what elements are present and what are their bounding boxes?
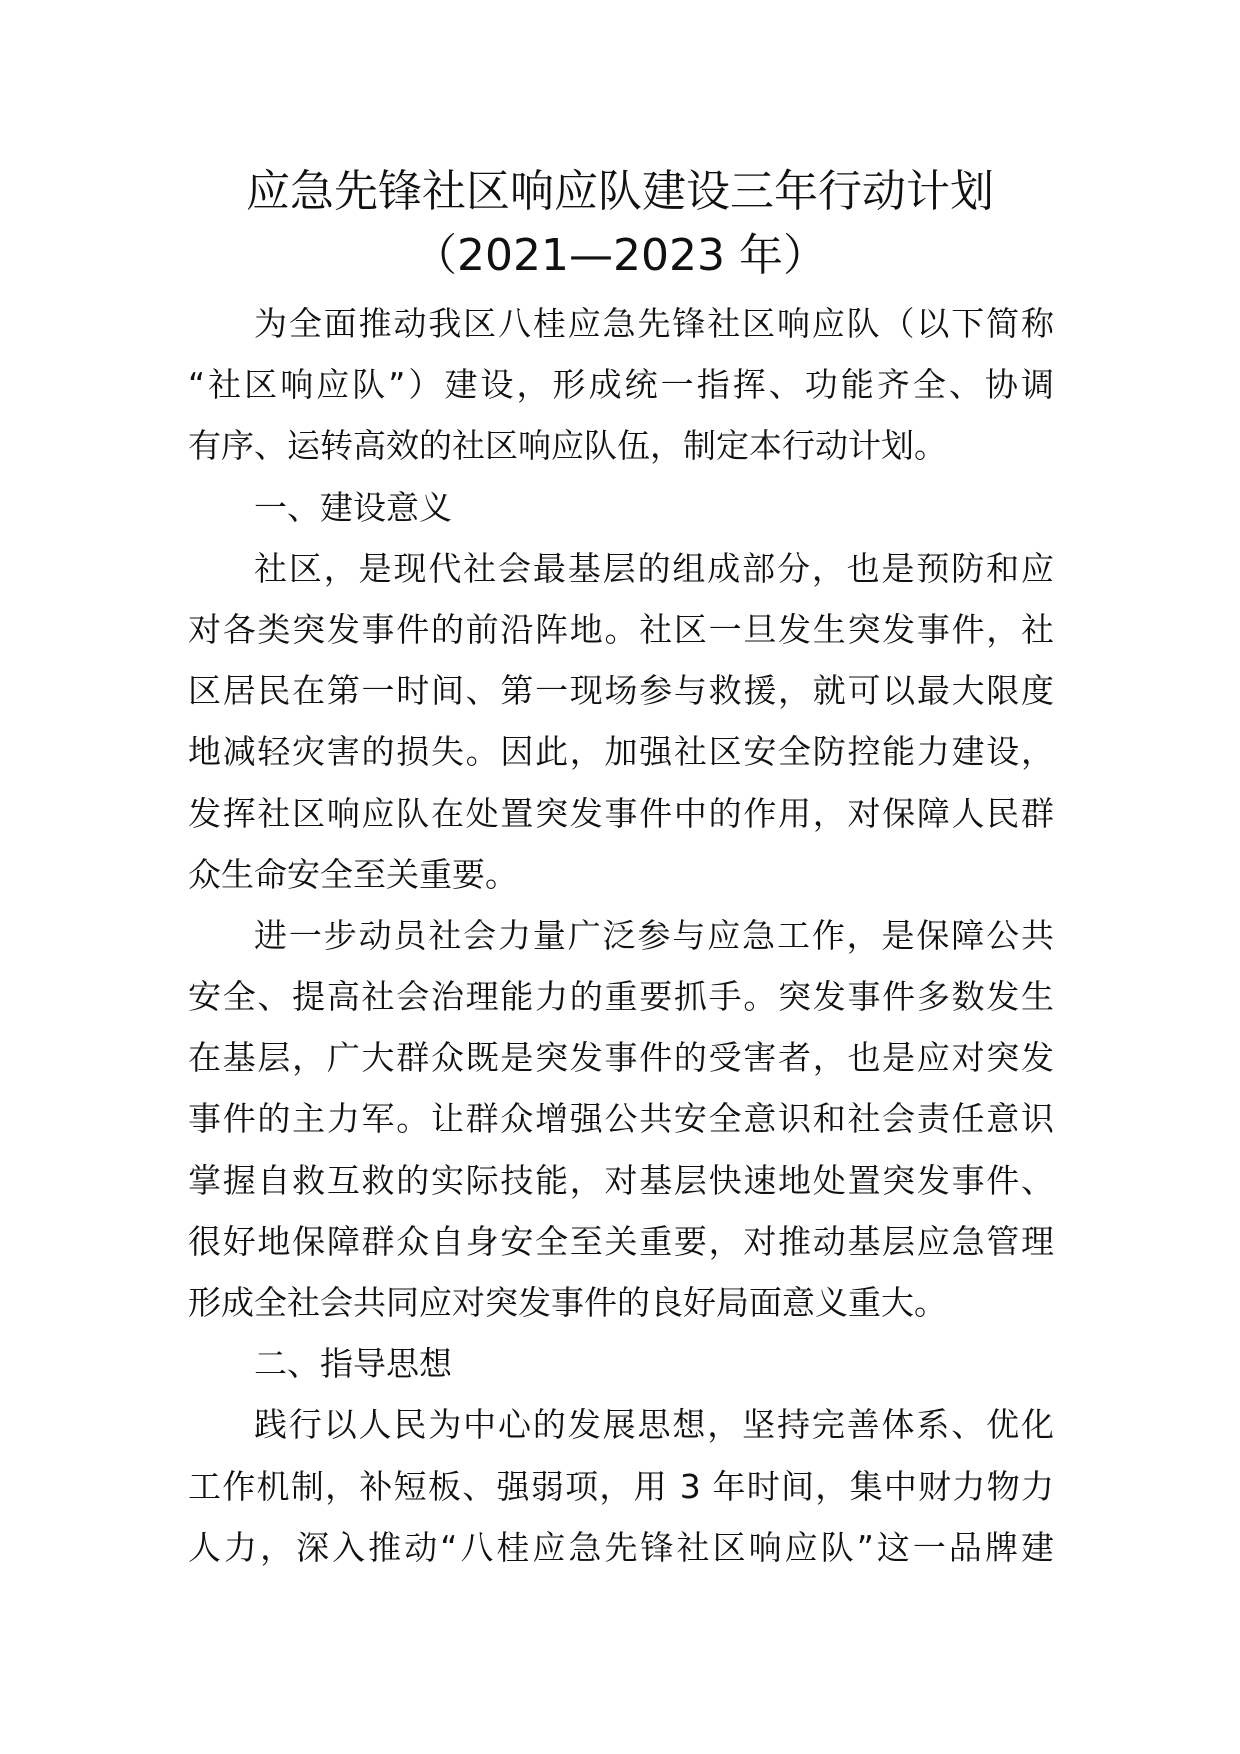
paragraph-line: 安全、提高社会治理能力的重要抓手。突发事件多数发生 <box>188 977 1054 1017</box>
paragraph-line: 工作机制，补短板、强弱项，用 3 年时间，集中财力物力 <box>188 1466 1054 1506</box>
paragraph-line: 践行以人民为中心的发展思想，坚持完善体系、优化 <box>254 1405 1054 1445</box>
document-subtitle-years: （2021—2023 年） <box>413 230 827 281</box>
paragraph-line: 进一步动员社会力量广泛参与应急工作，是保障公共 <box>254 915 1054 955</box>
paragraph-line: 人力，深入推动“八桂应急先锋社区响应队”这一品牌建 <box>188 1527 1054 1567</box>
paragraph-line: 众生命安全至关重要。 <box>188 854 518 894</box>
paragraph-line: 发挥社区响应队在处置突发事件中的作用，对保障人民群 <box>188 793 1054 833</box>
paragraph-line: 为全面推动我区八桂应急先锋社区响应队（以下简称 <box>254 304 1054 343</box>
paragraph-line: 有序、运转高效的社区响应队伍，制定本行动计划。 <box>188 426 947 466</box>
document-body <box>188 293 1054 1578</box>
paragraph-line: 区居民在第一时间、第一现场参与救援，就可以最大限度 <box>188 671 1054 711</box>
paragraph-line: 地减轻灾害的损失。因此，加强社区安全防控能力建设， <box>188 732 1054 772</box>
paragraph-line: 对各类突发事件的前沿阵地。社区一旦发生突发事件，社 <box>188 609 1054 649</box>
paragraph-line: 事件的主力军。让群众增强公共安全意识和社会责任意识 <box>188 1099 1054 1139</box>
paragraph-line: 很好地保障群众自身安全至关重要，对推动基层应急管理 <box>188 1221 1054 1261</box>
paragraph-line: 在基层，广大群众既是突发事件的受害者，也是应对突发 <box>188 1038 1054 1078</box>
paragraph-line: 掌握自救互救的实际技能，对基层快速地处置突发事件、 <box>188 1160 1054 1200</box>
document-title: 应急先锋社区响应队建设三年行动计划 <box>246 166 994 217</box>
section-heading: 二、指导思想 <box>254 1344 452 1384</box>
paragraph-line: 社区，是现代社会最基层的组成部分，也是预防和应 <box>254 548 1054 588</box>
paragraph-line: 形成全社会共同应对突发事件的良好局面意义重大。 <box>188 1283 947 1322</box>
paragraph-line: “社区响应队”）建设，形成统一指挥、功能齐全、协调 <box>188 365 1054 405</box>
section-heading: 一、建设意义 <box>254 487 452 527</box>
